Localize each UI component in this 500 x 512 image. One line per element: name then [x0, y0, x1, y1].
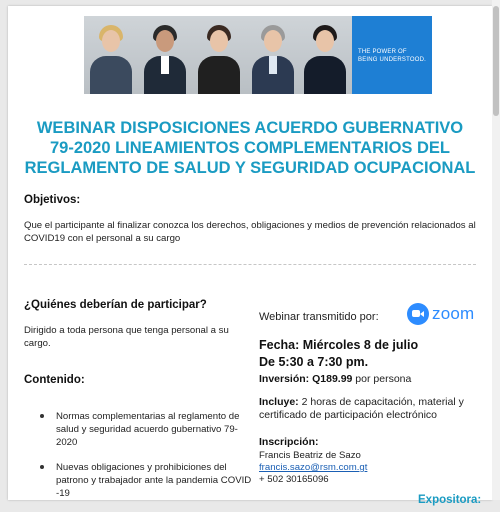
- banner-tagline: [358, 48, 430, 64]
- banner-tagline-panel: [352, 16, 432, 94]
- bullet-icon: [40, 414, 44, 418]
- event-date: Fecha: Miércoles 8 de julio: [259, 338, 419, 352]
- section-divider: [24, 264, 476, 265]
- banner-person-photo: [248, 16, 298, 94]
- tagline-line: BEING UNDERSTOOD.: [358, 57, 426, 63]
- speaker-heading: Expositora:: [418, 494, 482, 506]
- price-suffix: por persona: [352, 373, 412, 385]
- objectives-text: Que el participante al finalizar conozca los derechos, obligaciones y medios de prevención relacionados al COVID19 con el personal a su cargo: [24, 220, 476, 244]
- event-datetime: [259, 337, 418, 371]
- contact-email-link[interactable]: francis.sazo@rsm.com.gt: [259, 462, 368, 473]
- list-item: [40, 410, 258, 449]
- zoom-wordmark: zoom: [432, 304, 475, 323]
- registration-contact: [259, 450, 367, 486]
- banner-person-photo: [300, 16, 350, 94]
- includes-text: 2 horas de capacitación, material y certificado de participación electrónico: [259, 396, 464, 421]
- participants-text: Dirigido a toda persona que tenga personal a su cargo.: [24, 325, 229, 349]
- document-page: [8, 6, 492, 506]
- includes-label: Incluye:: [259, 396, 299, 408]
- banner-person-photo: [86, 16, 136, 94]
- contact-name: Francis Beatriz de Sazo: [259, 450, 361, 461]
- list-item-text: Nuevas obligaciones y prohibiciones del patrono y trabajador ante la pandemia COVID -19: [56, 462, 252, 499]
- scrollbar-thumb[interactable]: [493, 6, 499, 116]
- registration-heading: Inscripción:: [259, 436, 319, 448]
- event-includes: [259, 396, 474, 422]
- list-item: [40, 461, 258, 500]
- header-banner: [84, 16, 432, 94]
- event-price: [259, 373, 411, 385]
- banner-person-photo: [140, 16, 190, 94]
- objectives-heading: Objetivos:: [24, 194, 81, 206]
- vertical-scrollbar[interactable]: [492, 0, 500, 500]
- tagline-line: THE POWER OF: [358, 49, 407, 55]
- zoom-logo: [407, 302, 474, 326]
- list-item-text: Normas complementarias al reglamento de salud y seguridad acuerdo gubernativo 79-2020: [56, 411, 240, 448]
- zoom-camera-icon: [407, 303, 429, 325]
- participants-heading: ¿Quiénes deberían de participar?: [24, 299, 207, 311]
- bullet-icon: [40, 465, 44, 469]
- webinar-platform-text: Webinar transmitido por:: [259, 311, 379, 323]
- price-label: Inversión: Q189.99: [259, 373, 353, 385]
- event-time: De 5:30 a 7:30 pm.: [259, 355, 369, 369]
- contact-phone: + 502 30165096: [259, 474, 329, 485]
- webinar-title: WEBINAR DISPOSICIONES ACUERDO GUBERNATIVO 79-2020 LINEAMIENTOS COMPLEMENTARIOS DEL REGLAMENTO DE SALUD Y SEGURIDAD OCUPACIONAL: [24, 119, 476, 177]
- banner-person-photo: [194, 16, 244, 94]
- content-heading: Contenido:: [24, 374, 85, 386]
- content-list: [40, 410, 258, 512]
